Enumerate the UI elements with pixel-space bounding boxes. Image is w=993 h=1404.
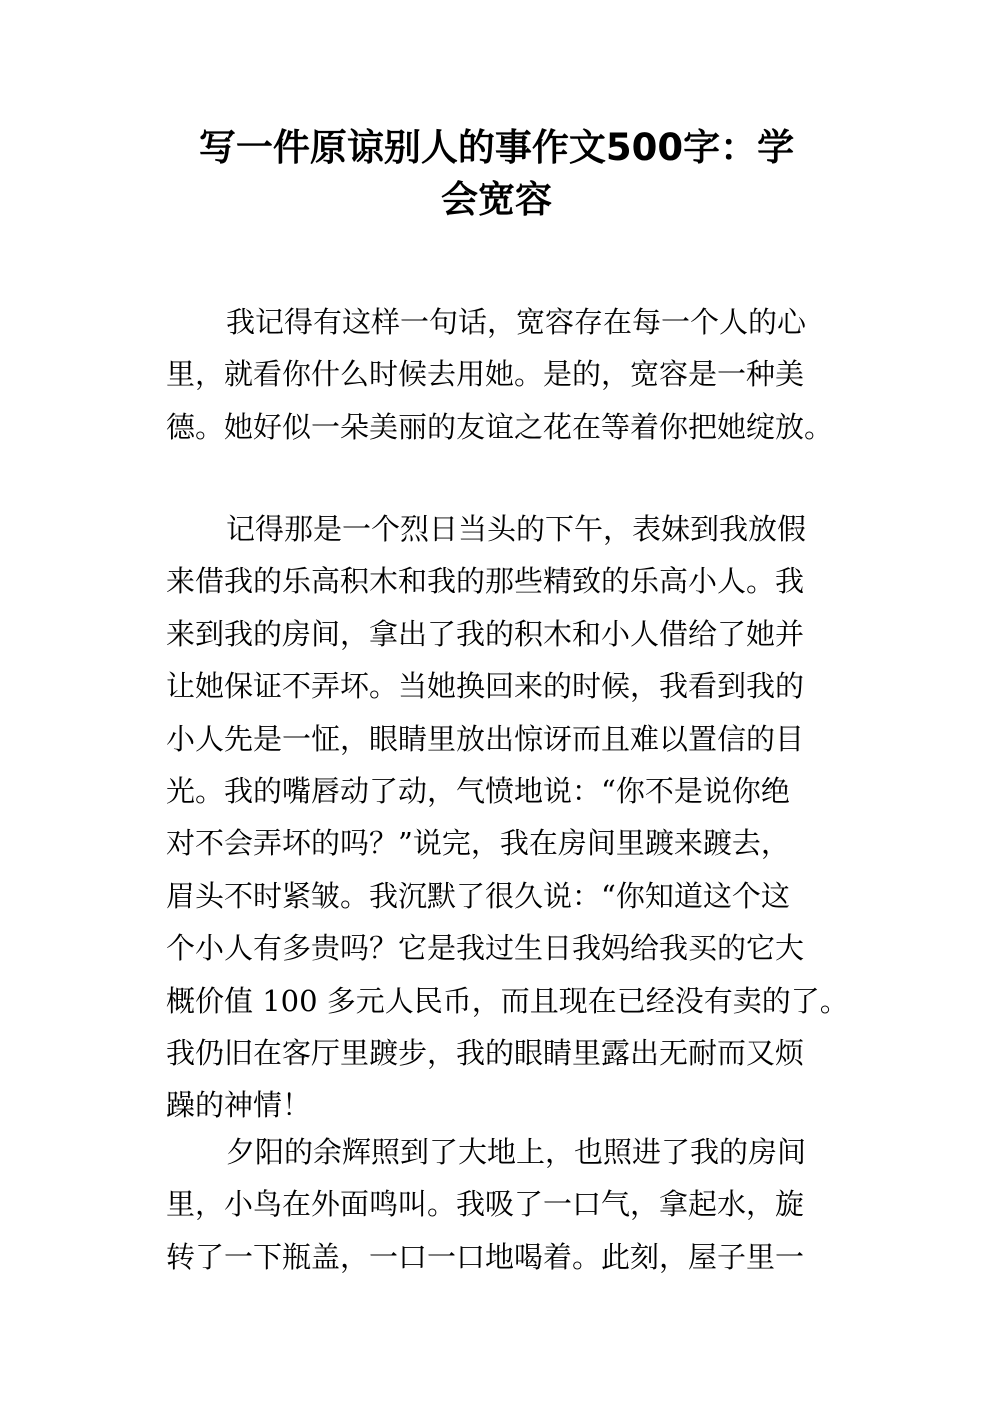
text-line: 转了一下瓶盖，一口一口地喝着。此刻，屋子里一 — [166, 1239, 805, 1274]
paragraph-3 — [166, 1126, 856, 1283]
text-line: 里，小鸟在外面鸣叫。我吸了一口气，拿起水，旋 — [166, 1187, 805, 1222]
text-line: 躁的神情！ — [166, 1088, 312, 1123]
text-line: 对不会弄坏的吗？”说完，我在房间里踱来踱去， — [166, 826, 790, 861]
text-line: 我仍旧在客厅里踱步，我的眼睛里露出无耐而又烦 — [166, 1036, 805, 1071]
text-line: 我记得有这样一句话，宽容存在每一个人的心 — [226, 305, 807, 339]
paragraph-2 — [166, 503, 856, 1132]
text-line: 让她保证不弄坏。当她换回来的时候，我看到我的 — [166, 669, 805, 704]
text-line: 里，就看你什么时候去用她。是的，宽容是一种美 — [166, 357, 805, 392]
text-line: 来到我的房间，拿出了我的积木和小人借给了她并 — [166, 616, 805, 651]
text-line: 德。她好似一朵美丽的友谊之花在等着你把她绽放。 — [166, 409, 834, 444]
title-line: 会宽容 — [441, 178, 552, 221]
text-line: 光。我的嘴唇动了动，气愤地说：“你不是说你绝 — [166, 774, 790, 809]
document-title — [150, 122, 843, 226]
text-line: 个小人有多贵吗？它是我过生日我妈给我买的它大 — [166, 931, 805, 966]
paragraph-1 — [166, 296, 856, 453]
text-line: 概价值 100 多元人民币，而且现在已经没有卖的了。 — [166, 983, 849, 1018]
text-line: 记得那是一个烈日当头的下午，表妹到我放假 — [226, 512, 807, 546]
text-line: 小人先是一怔，眼睛里放出惊讶而且难以置信的目 — [166, 721, 805, 756]
text-line: 夕阳的余辉照到了大地上，也照进了我的房间 — [226, 1135, 807, 1169]
text-line: 来借我的乐高积木和我的那些精致的乐高小人。我 — [166, 564, 805, 599]
text-line: 眉头不时紧皱。我沉默了很久说：“你知道这个这 — [166, 878, 790, 913]
title-line: 写一件原谅别人的事作文500字：学 — [198, 126, 795, 169]
